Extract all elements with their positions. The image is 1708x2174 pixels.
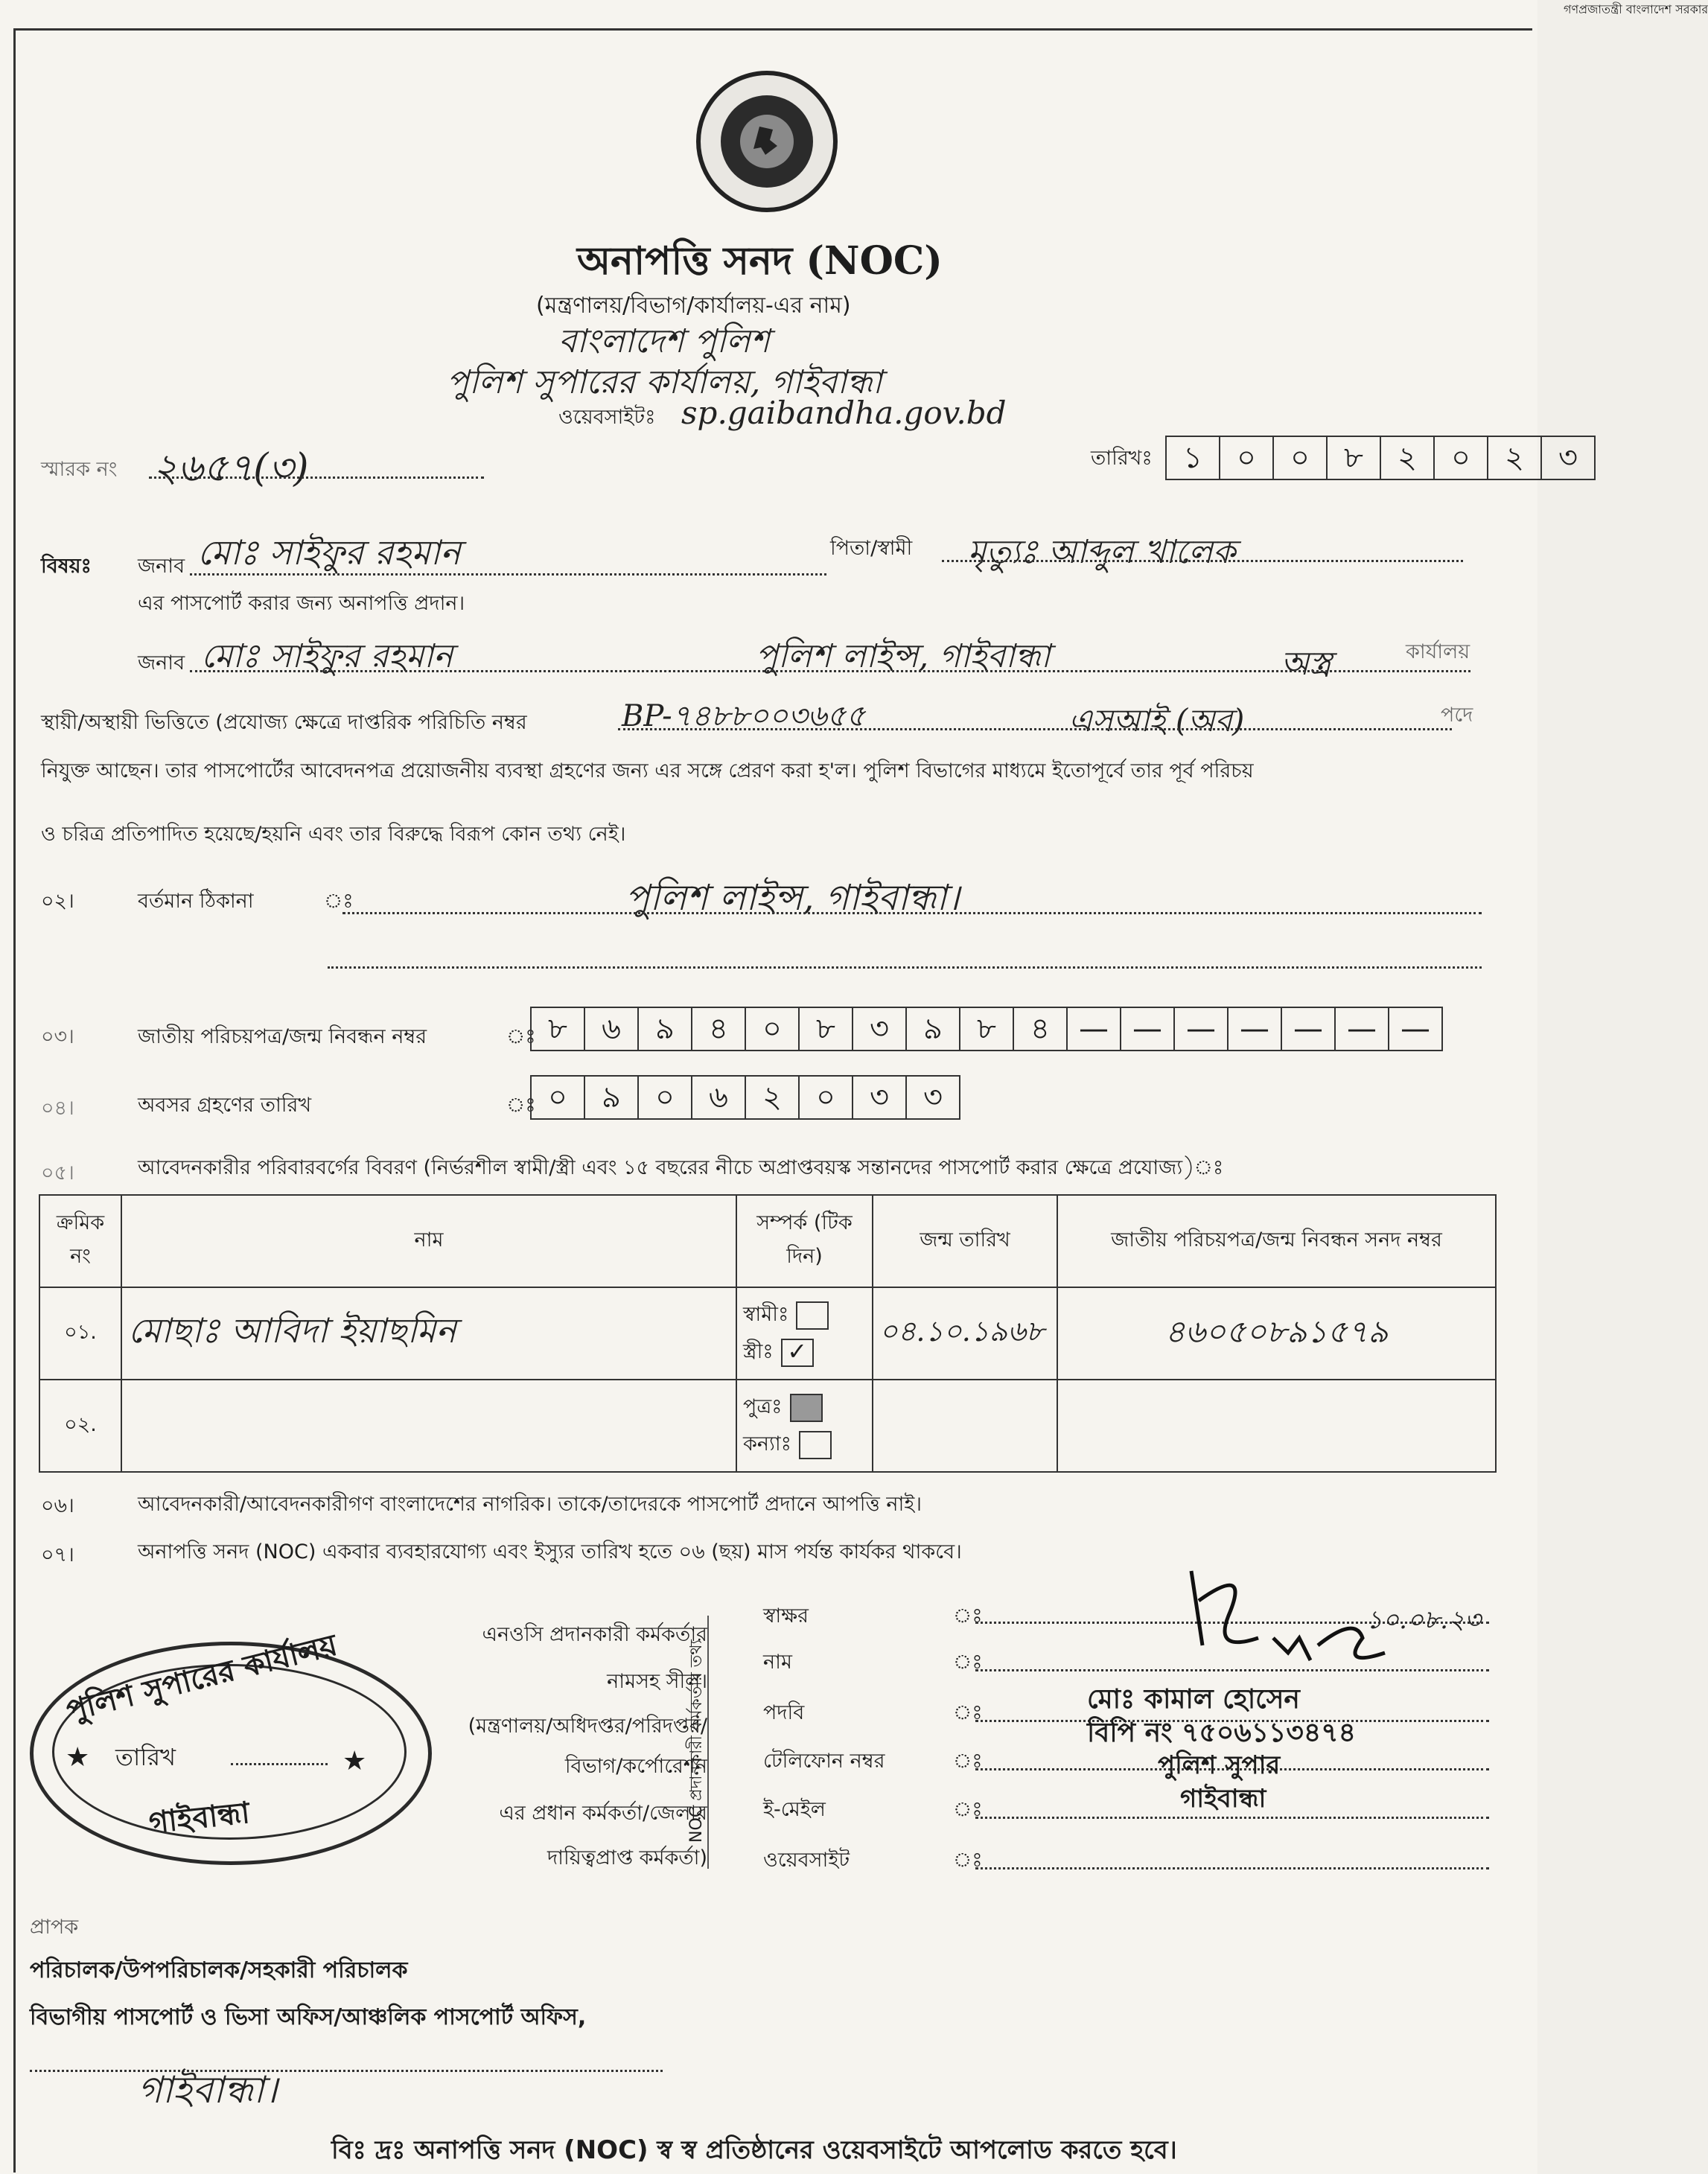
- office-line-2: পুলিশ সুপারের কার্যালয়, গাইবান্ধা: [447, 363, 882, 401]
- retire-colon: ঃ: [506, 1094, 536, 1117]
- retire-digit: ০: [530, 1075, 585, 1120]
- employee-place: পুলিশ লাইন্স, গাইবান্ধা: [756, 637, 1051, 675]
- date-digit: ২: [1487, 436, 1542, 480]
- nid-digit: —: [1388, 1007, 1443, 1051]
- retire-number: ০৪।: [41, 1097, 74, 1120]
- body-janab: জনাব: [138, 651, 185, 675]
- row-dob: ০৪.১০.১৯৬৮: [873, 1287, 1057, 1380]
- header-dob: জন্ম তারিখ: [873, 1195, 1057, 1287]
- emblem-label: গণপ্রজাতন্ত্রী বাংলাদেশ সরকার: [1564, 2, 1708, 16]
- sig-left-line: নামসহ সীল।: [607, 1670, 707, 1693]
- row-name: মোছাঃ আবিদা ইয়াছমিন: [121, 1287, 736, 1380]
- seal-bottom-text: গাইবান্ধা: [147, 1796, 252, 1840]
- family-table: [39, 1194, 1497, 1473]
- retire-digit: ৯: [584, 1075, 639, 1120]
- nid-digit: —: [1227, 1007, 1282, 1051]
- row-name: [121, 1380, 736, 1472]
- retire-digit: ৬: [691, 1075, 746, 1120]
- employee-dotted-line: [190, 670, 1470, 672]
- address-label: বর্তমান ঠিকানা: [138, 890, 254, 913]
- para-2: ও চরিত্র প্রতিপাদিত হয়েছে/হয়নি এবং তার বিরুদ্ধে বিরূপ কোন তথ্য নেই।: [41, 823, 626, 846]
- father-value: মৃত্যুঃ আব্দুল খালেক: [968, 533, 1236, 571]
- date-box-row: [1165, 436, 1594, 480]
- date-label: তারিখঃ: [1091, 447, 1153, 470]
- nid-digit: —: [1334, 1007, 1389, 1051]
- colon: ঃ: [953, 1651, 983, 1674]
- sig-left-line: (মন্ত্রণালয়/অধিদপ্তর/পরিদপ্তর/: [468, 1715, 707, 1738]
- sig-left-line: এর প্রধান কর্মকর্তা/জেলার: [499, 1802, 707, 1825]
- website-line: [975, 1867, 1489, 1869]
- bp-stamp: বিপি নং ৭৫০৬১১৩৪৭৪: [1087, 1718, 1356, 1748]
- subject-name: মোঃ সাইফুর রহমান: [197, 532, 461, 573]
- memo-label: স্মারক নং: [41, 458, 118, 481]
- nid-digit: ৩: [852, 1007, 907, 1051]
- sig-left-line: বিভাগ/কর্পোরেশন: [564, 1755, 707, 1778]
- employee-role: অস্ত্র: [1281, 645, 1332, 683]
- website-label: ওয়েবসাইটঃ: [558, 406, 656, 429]
- colon: ঃ: [953, 1849, 983, 1872]
- name-stamp: মোঃ কামাল হোসেন: [1087, 1684, 1300, 1715]
- field-email-label: ই-মেইল: [763, 1798, 826, 1821]
- row-relation: [736, 1380, 873, 1472]
- address-value: পুলিশ লাইন্স, গাইবান্ধা।: [625, 877, 960, 919]
- subject-label: বিষয়ঃ: [41, 555, 92, 578]
- date-digit: ৩: [1540, 436, 1596, 480]
- employee-name: মোঃ সাইফুর রহমান: [201, 637, 453, 675]
- rel-husband-checkbox[interactable]: [796, 1301, 829, 1330]
- nid-box-row: [530, 1007, 1441, 1051]
- retire-box-row: [530, 1075, 959, 1120]
- recipient-label: প্রাপক: [30, 1916, 79, 1939]
- sig-left-line: এনওসি প্রদানকারী কর্মকর্তার: [482, 1623, 707, 1646]
- seal-date-line: [231, 1763, 328, 1765]
- rel-daughter-checkbox[interactable]: [799, 1431, 832, 1459]
- colon: ঃ: [953, 1701, 983, 1724]
- subject-janab: জনাব: [138, 555, 185, 578]
- sig-left-line: দায়িত্বপ্রাপ্ত কর্মকর্তা): [547, 1846, 707, 1869]
- nid-colon: ঃ: [506, 1025, 536, 1048]
- field-signature-label: স্বাক্ষর: [763, 1604, 809, 1628]
- recipient-line-2: বিভাগীয় পাসপোর্ট ও ভিসা অফিস/আঞ্চলিক পাসপোর্ট অফিস,: [30, 2004, 587, 2030]
- field-name-label: নাম: [763, 1651, 792, 1674]
- rel-husband-label: স্বামীঃ: [743, 1303, 789, 1326]
- permanent-label: স্থায়ী/অস্থায়ী ভিত্তিতে (প্রযোজ্য ক্ষেত্রে দাপ্তরিক পরিচিতি নম্বর: [41, 711, 527, 734]
- table-row: [39, 1380, 1496, 1472]
- row-nid: [1057, 1380, 1496, 1472]
- retire-digit: ৩: [852, 1075, 907, 1120]
- family-label: আবেদনকারীর পরিবারবর্গের বিবরণ (নির্ভরশীল স্বামী/স্ত্রী এবং ১৫ বছরের নীচে অপ্রাপ্তবয়স্ক সন্তানদের পাসপোর্ট করার ক্ষেত্রে প্রযোজ্য)ঃ: [138, 1156, 1224, 1179]
- note-6-number: ০৬।: [41, 1494, 74, 1517]
- nid-digit: ৬: [584, 1007, 639, 1051]
- note-7-text: অনাপত্তি সনদ (NOC) একবার ব্যবহারযোগ্য এবং ইস্যুর তারিখ হতে ০৬ (ছয়) মাস পর্যন্ত কার্যকর থাকবে।: [138, 1540, 962, 1563]
- family-table-header: [39, 1195, 1496, 1287]
- nid-digit: —: [1281, 1007, 1336, 1051]
- header-name: নাম: [121, 1195, 736, 1287]
- ministry-subtitle: (মন্ত্রণালয়/বিভাগ/কার্যালয়-এর নাম): [536, 293, 851, 319]
- pade-label: পদে: [1441, 704, 1473, 727]
- father-label: পিতা/স্বামী: [830, 537, 913, 560]
- address-line-2: [328, 966, 1482, 969]
- date-digit: ০: [1219, 436, 1274, 480]
- field-designation-label: পদবি: [763, 1701, 805, 1724]
- colon: ঃ: [953, 1798, 983, 1821]
- table-row: [39, 1287, 1496, 1380]
- field-phone-label: টেলিফোন নম্বর: [763, 1750, 885, 1773]
- rel-daughter-label: কন্যাঃ: [743, 1432, 792, 1456]
- sig-vertical-divider: [707, 1616, 743, 1869]
- page-border-top: [13, 28, 1532, 31]
- date-digit: ২: [1380, 436, 1435, 480]
- nid-digit: ৯: [905, 1007, 960, 1051]
- nid-digit: ৪: [691, 1007, 746, 1051]
- retire-digit: ২: [745, 1075, 800, 1120]
- address-number: ০২।: [41, 890, 74, 913]
- retire-digit: ০: [637, 1075, 692, 1120]
- row-dob: [873, 1380, 1057, 1472]
- para-1: নিযুক্ত আছেন। তার পাসপোর্টের আবেদনপত্র প্রয়োজনীয় ব্যবস্থা গ্রহণের জন্য এর সঙ্গে প্রেরণ করা হ'ল। পুলিশ বিভাগের মাধ্যমে ইতোপূর্বে তার পূর্ব পরিচয়: [41, 759, 1254, 782]
- memo-value: ২৬৫৭(৩): [153, 446, 309, 491]
- subject-line-2: এর পাসপোর্ট করার জন্য অনাপত্তি প্রদান।: [138, 592, 465, 615]
- row-sl: ০১.: [39, 1287, 121, 1380]
- note-7-number: ০৭।: [41, 1543, 74, 1566]
- date-digit: ১: [1165, 436, 1220, 480]
- nid-digit: —: [1120, 1007, 1175, 1051]
- nid-label: জাতীয় পরিচয়পত্র/জন্ম নিবন্ধন নম্বর: [138, 1025, 427, 1048]
- government-emblem-icon: [685, 67, 849, 216]
- nid-digit: —: [1066, 1007, 1121, 1051]
- karjalay-label: কার্যালয়: [1406, 640, 1470, 663]
- seal-date-label: তারিখ: [115, 1743, 176, 1771]
- subject-name-line: [190, 573, 826, 576]
- rel-son-label: পুত্রঃ: [743, 1395, 783, 1418]
- document-title: অনাপত্তি সনদ (NOC): [577, 238, 943, 284]
- office-line-1: বাংলাদেশ পুলিশ: [558, 322, 770, 360]
- sig-vertical-label: NOC প্রদানকারী কর্মকর্তার তথ্য: [686, 1639, 706, 1843]
- date-digit: ০: [1272, 436, 1328, 480]
- date-digit: ০: [1433, 436, 1488, 480]
- footer-note: বিঃ দ্রঃ অনাপত্তি সনদ (NOC) স্ব স্ব প্রতিষ্ঠানের ওয়েবসাইটে আপলোড করতে হবে।: [331, 2135, 1177, 2165]
- header-nid: জাতীয় পরিচয়পত্র/জন্ম নিবন্ধন সনদ নম্বর: [1057, 1195, 1496, 1287]
- seal-top-text: পুলিশ সুপারের কার্যালয়: [63, 1628, 341, 1729]
- header-sl: ক্রমিক নং: [39, 1195, 121, 1287]
- row-nid: ৪৬০৫০৮৯১৫৭৯: [1057, 1287, 1496, 1380]
- field-website-label: ওয়েবসাইট: [763, 1849, 850, 1872]
- retire-label: অবসর গ্রহণের তারিখ: [138, 1094, 312, 1117]
- nid-digit: ৯: [637, 1007, 692, 1051]
- recipient-dotted-line: [30, 2070, 663, 2072]
- rel-wife-label: স্ত্রীঃ: [743, 1340, 774, 1363]
- address-line-1: [342, 912, 1482, 914]
- place-stamp: গাইবান্ধা: [1180, 1784, 1266, 1814]
- nid-digit: —: [1173, 1007, 1229, 1051]
- date-digit: ৮: [1326, 436, 1381, 480]
- row-sl: ০২.: [39, 1380, 121, 1472]
- colon: ঃ: [953, 1750, 983, 1773]
- nid-digit: ৮: [798, 1007, 853, 1051]
- recipient-place: গাইবান্ধা।: [138, 2068, 278, 2111]
- website-value: sp.gaibandha.gov.bd: [681, 395, 1007, 431]
- designation-stamp: পুলিশ সুপার: [1158, 1750, 1281, 1780]
- retire-digit: ৩: [905, 1075, 960, 1120]
- row-relation: [736, 1287, 873, 1380]
- recipient-line-1: পরিচালক/উপপরিচালক/সহকারী পরিচালক: [30, 1957, 408, 1983]
- father-line: [942, 560, 1463, 562]
- permanent-dotted-line: [618, 728, 1452, 730]
- memo-dotted-line: [149, 476, 484, 479]
- colon: ঃ: [953, 1604, 983, 1628]
- nid-digit: ৮: [959, 1007, 1014, 1051]
- rel-son-checkbox[interactable]: [790, 1394, 823, 1422]
- nid-digit: ৪: [1013, 1007, 1068, 1051]
- nid-digit: ০: [745, 1007, 800, 1051]
- seal-star-icon: ★: [66, 1742, 90, 1773]
- designation: এসআই (অব): [1068, 702, 1245, 739]
- page-border-left: [13, 28, 16, 2173]
- bp-number: BP-৭৪৮৮০০৩৬৫৫: [622, 699, 866, 733]
- signature-date: ১০.০৮.২৩: [1366, 1605, 1482, 1635]
- retire-digit: ০: [798, 1075, 853, 1120]
- nid-number: ০৩।: [41, 1025, 74, 1048]
- seal-star-icon: ★: [342, 1746, 367, 1776]
- note-6-text: আবেদনকারী/আবেদনকারীগণ বাংলাদেশের নাগরিক। তাকে/তাদেরকে পাসপোর্ট প্রদানে আপত্তি নাই।: [138, 1493, 922, 1516]
- nid-digit: ৮: [530, 1007, 585, 1051]
- family-number: ০৫।: [41, 1161, 74, 1185]
- header-relation: সম্পর্ক (টিক দিন): [736, 1195, 873, 1287]
- rel-wife-checkbox[interactable]: ✓: [781, 1339, 814, 1367]
- address-colon: ঃ: [324, 890, 354, 913]
